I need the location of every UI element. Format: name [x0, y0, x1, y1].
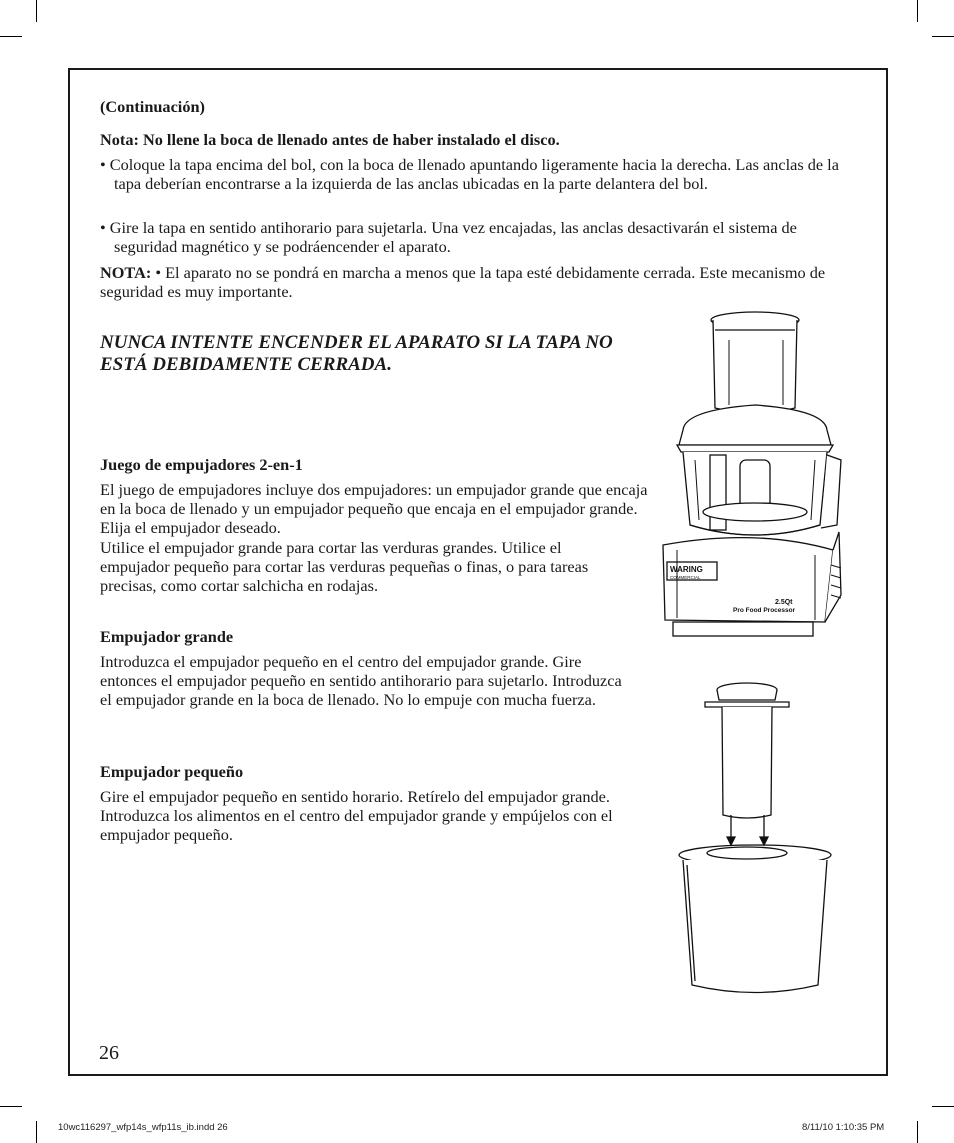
section-heading: Empujador pequeño: [100, 762, 244, 781]
crop-mark: [917, 1121, 918, 1143]
nota-text: • El aparato no se pondrá en marcha a menos que la tapa esté debidamente cerrada. Este mecanismo de seguridad es muy importante.: [100, 263, 826, 301]
section-heading: Juego de empujadores 2-en-1: [100, 455, 303, 474]
section-body: El juego de empujadores incluye dos empujadores: un empujador grande que encaja en la boca de llenado y un empujador pequeño que encaja en el empujador grande. Elija el empujador deseado.: [100, 480, 648, 537]
bullet-item: • Gire la tapa en sentido antihorario para sujetarla. Una vez encajadas, las anclas desactivarán el sistema de seguridad magnético y se podráencender el aparato.: [100, 218, 797, 256]
note-heading: Nota: No llene la boca de llenado antes de haber instalado el disco.: [100, 130, 560, 149]
section-body: Introduzca el empujador pequeño en el centro del empujador grande. Gire entonces el empujador pequeño en sentido antihorario para sujetarlo. Introduzca el empujador grande en la boca de llenado. No lo empuje con mucha fuerza.: [100, 652, 622, 709]
file-slug: 10wc116297_wfp14s_wfp11s_ib.indd 26: [58, 1122, 228, 1133]
crop-mark: [0, 1106, 22, 1107]
crop-mark: [36, 0, 37, 22]
section-heading: Empujador grande: [100, 627, 234, 646]
crop-mark: [0, 36, 22, 37]
brand-text: WARING: [670, 565, 703, 574]
capacity-text: 2.5Qt: [775, 599, 793, 606]
section-body: Gire el empujador pequeño en sentido horario. Retírelo del empujador grande. Introduzca los alimentos en el centro del empujador grande y empújelos con el empujador pequeño.: [100, 787, 613, 844]
crop-mark: [917, 0, 918, 22]
crop-mark: [932, 36, 954, 37]
nota-label: NOTA:: [100, 263, 152, 282]
crop-mark: [36, 1121, 37, 1143]
crop-mark: [932, 1106, 954, 1107]
brand-sub-text: COMMERCIAL: [670, 575, 701, 580]
warning-text: NUNCA INTENTE ENCENDER EL APARATO SI LA TAPA NO ESTÁ DEBIDAMENTE CERRADA.: [100, 332, 613, 375]
food-processor-illustration: [655, 300, 845, 645]
model-name-text: Pro Food Processor: [733, 607, 796, 614]
pusher-assembly-illustration: [675, 675, 835, 1000]
date-slug: 8/11/10 1:10:35 PM: [802, 1122, 885, 1133]
section-body: Utilice el empujador grande para cortar las verduras grandes. Utilice el empujador pequeño para cortar las verduras pequeñas o finas, o para tareas precisas, como cortar salchicha en rodajas.: [100, 538, 589, 595]
continuation-label: (Continuación): [100, 97, 205, 116]
nota-paragraph: [100, 263, 830, 301]
bullet-item: • Coloque la tapa encima del bol, con la boca de llenado apuntando ligeramente hacia la derecha. Las anclas de la tapa deberían encontrarse a la izquierda de las anclas ubicadas en la parte delantera del bol.: [100, 155, 839, 193]
page-number: 26: [99, 1042, 119, 1064]
